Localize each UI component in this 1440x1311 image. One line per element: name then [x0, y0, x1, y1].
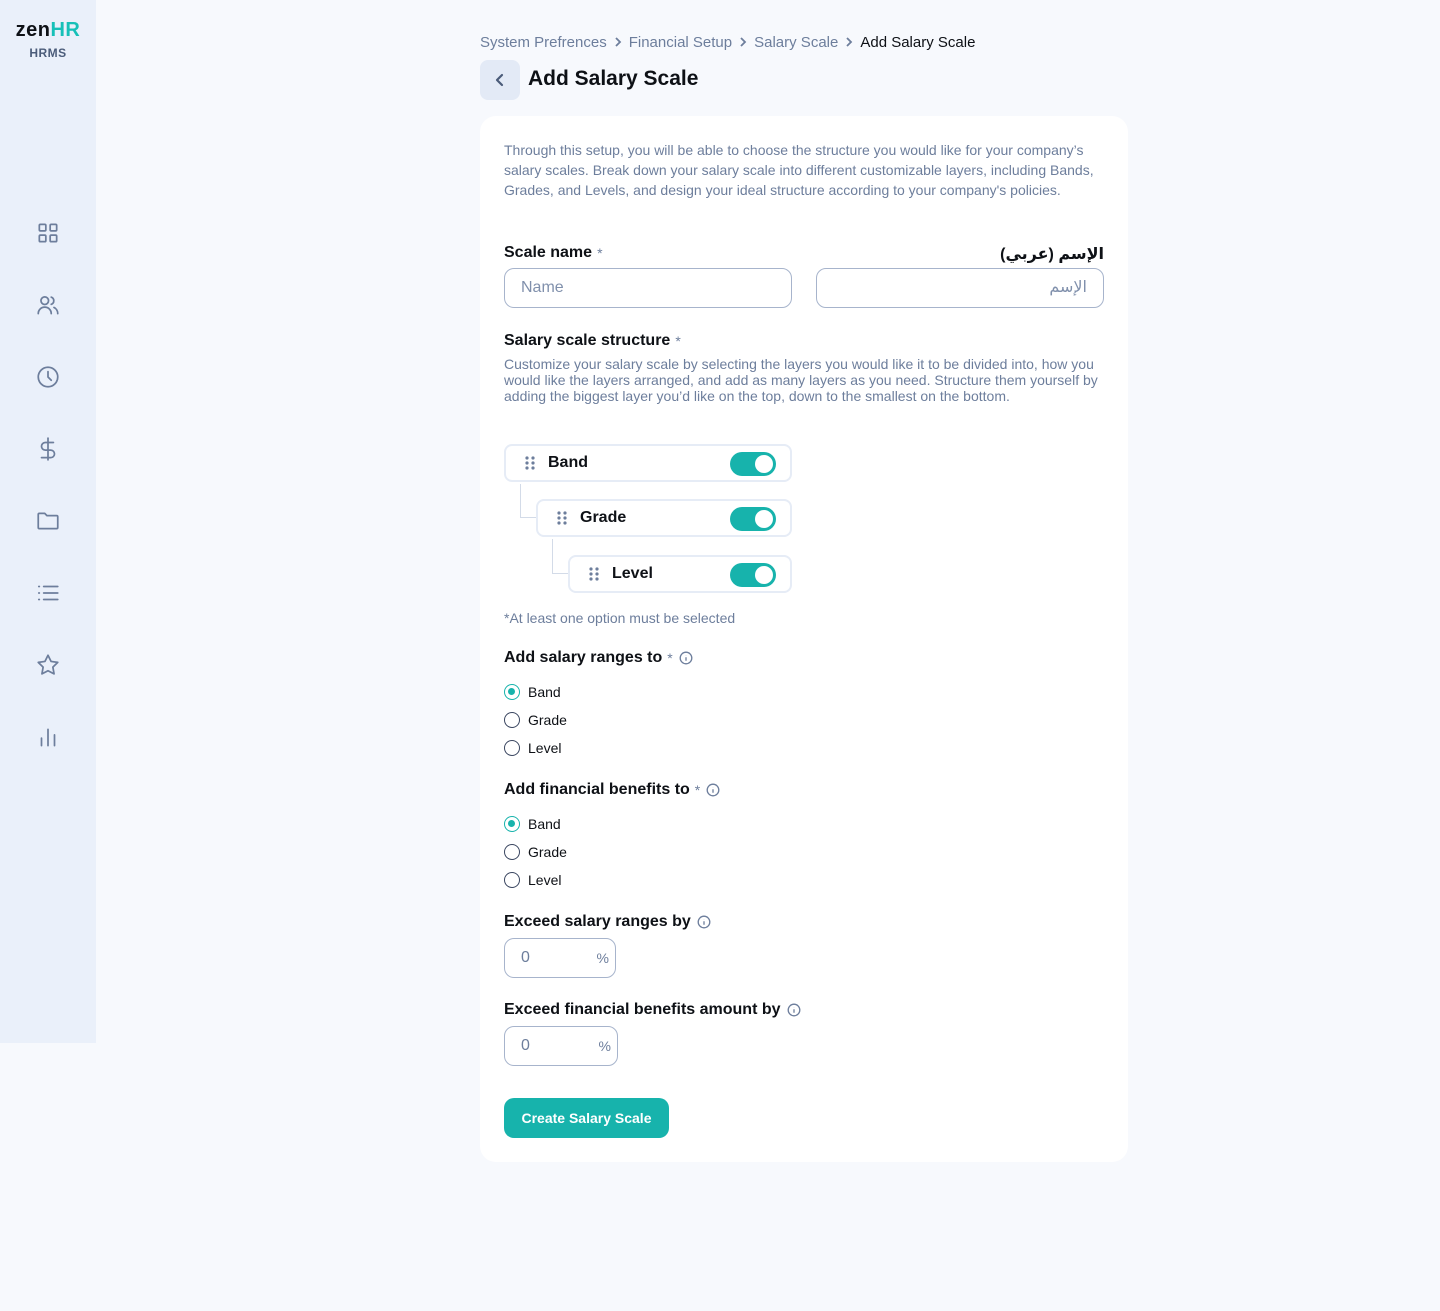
dollar-icon[interactable] [34, 435, 62, 463]
breadcrumb-financial-setup[interactable]: Financial Setup [628, 33, 733, 51]
exceed-ranges-label-text: Exceed salary ranges by [504, 913, 691, 930]
arabic-name-label: الإسم (عربي) [1000, 246, 1104, 263]
list-icon[interactable] [34, 579, 62, 607]
info-icon[interactable] [697, 915, 711, 929]
structure-description: Customize your salary scale by selecting the layers you would like it to be divided into, how you would like the layers arranged, and add as many layers as you need. Structure them yourself by adding the biggest layer you’d like on the top, down to the smallest on the bottom. [504, 356, 1098, 404]
salary-ranges-label-text: Add salary ranges to [504, 649, 663, 666]
required-mark: * [675, 333, 681, 349]
tree-connector [520, 484, 536, 518]
scale-name-label [504, 244, 603, 262]
create-salary-scale-button[interactable]: Create Salary Scale [504, 1098, 669, 1138]
radio-label: Band [528, 816, 561, 832]
radio-label: Grade [528, 712, 567, 728]
layer-label: Grade [580, 509, 627, 526]
benefits-label-text: Add financial benefits to [504, 781, 690, 798]
folder-icon[interactable] [34, 507, 62, 535]
drag-handle-icon[interactable] [556, 510, 568, 526]
bar-chart-icon[interactable] [34, 723, 62, 751]
structure-label [504, 332, 681, 350]
salary-ranges-option-band[interactable] [504, 682, 561, 702]
toggle-knob [755, 455, 773, 473]
toggle-knob [755, 510, 773, 528]
benefits-option-band[interactable] [504, 814, 561, 834]
percent-sign: % [596, 950, 609, 966]
benefits-label [504, 781, 720, 799]
info-icon[interactable] [706, 783, 720, 797]
scale-name-input[interactable] [504, 268, 792, 308]
tree-connector [552, 539, 568, 574]
clock-icon[interactable] [34, 363, 62, 391]
required-mark: * [694, 782, 701, 798]
exceed-benefits-label-text: Exceed financial benefits amount by [504, 1001, 781, 1018]
intro-text: Through this setup, you will be able to choose the structure you would like for your company’s salary scales. Break down your salary scale into different customizable layers, including Bands, Grades, and Levels, and design your ideal structure according to your company's policies. [504, 142, 1094, 198]
breadcrumb-salary-scale[interactable]: Salary Scale [754, 33, 839, 51]
exceed-ranges-label [504, 913, 711, 931]
salary-ranges-option-level[interactable] [504, 738, 561, 758]
info-icon[interactable] [787, 1003, 801, 1017]
layer-label: Level [612, 565, 653, 582]
exceed-benefits-input[interactable] [504, 1026, 618, 1066]
structure-label-text: Salary scale structure [504, 332, 671, 349]
layer-label: Band [548, 454, 588, 471]
radio-label: Band [528, 684, 561, 700]
chevron-right-icon [732, 37, 754, 47]
chevron-left-icon [493, 73, 507, 87]
layer-row-band[interactable] [504, 444, 792, 482]
radio-button[interactable] [504, 872, 520, 888]
logo[interactable] [0, 20, 96, 60]
benefits-option-grade[interactable] [504, 842, 567, 862]
layer-toggle-grade[interactable] [730, 507, 776, 531]
sidebar [0, 0, 96, 1043]
required-mark: * [597, 245, 603, 261]
info-icon[interactable] [679, 651, 693, 665]
radio-label: Level [528, 740, 562, 756]
radio-button[interactable] [504, 712, 520, 728]
chevron-right-icon [838, 37, 860, 47]
exceed-ranges-value: 0 [521, 949, 530, 966]
arabic-name-input[interactable] [816, 268, 1104, 308]
drag-handle-icon[interactable] [524, 455, 536, 471]
layer-row-level[interactable] [568, 555, 792, 593]
radio-button[interactable] [504, 816, 520, 832]
breadcrumb-system-preferences[interactable]: System Prefrences [480, 33, 607, 51]
drag-handle-icon[interactable] [588, 566, 600, 582]
benefits-option-level[interactable] [504, 870, 561, 890]
scale-name-label-text: Scale name [504, 244, 593, 261]
exceed-ranges-input[interactable] [504, 938, 616, 978]
back-button[interactable] [480, 60, 520, 100]
radio-button[interactable] [504, 684, 520, 700]
logo-hr: HR [50, 19, 81, 41]
chevron-right-icon [607, 37, 629, 47]
form-card [480, 116, 1128, 1162]
page-title: Add Salary Scale [528, 67, 699, 90]
required-mark: * [667, 650, 673, 666]
layers-hint: *At least one option must be selected [504, 610, 736, 626]
percent-sign: % [598, 1038, 611, 1054]
radio-label: Level [528, 872, 562, 888]
salary-ranges-option-grade[interactable] [504, 710, 567, 730]
breadcrumb-current: Add Salary Scale [860, 33, 976, 51]
breadcrumb [480, 33, 975, 51]
salary-ranges-label [504, 649, 693, 667]
toggle-knob [755, 566, 773, 584]
exceed-benefits-label [504, 1001, 801, 1019]
radio-button[interactable] [504, 740, 520, 756]
radio-label: Grade [528, 844, 567, 860]
star-icon[interactable] [34, 651, 62, 679]
layer-toggle-band[interactable] [730, 452, 776, 476]
layer-toggle-level[interactable] [730, 563, 776, 587]
people-icon[interactable] [34, 291, 62, 319]
radio-button[interactable] [504, 844, 520, 860]
logo-subtitle: HRMS [29, 46, 67, 60]
dashboard-grid-icon[interactable] [34, 219, 62, 247]
logo-zen: zen [15, 19, 51, 41]
layer-row-grade[interactable] [536, 499, 792, 537]
exceed-benefits-value: 0 [521, 1037, 530, 1054]
